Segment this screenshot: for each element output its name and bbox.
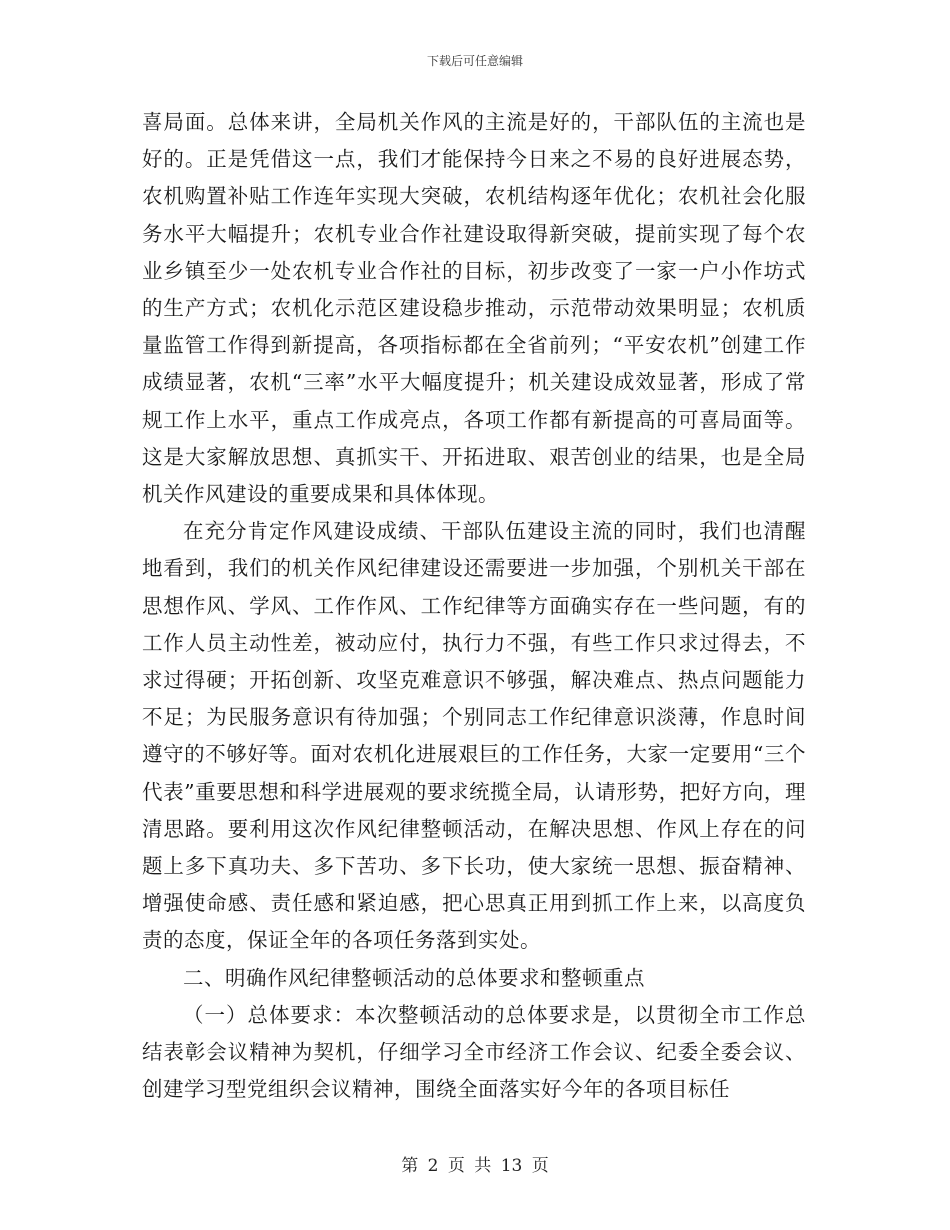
section-heading: 二、明确作风纪律整顿活动的总体要求和整顿重点 xyxy=(183,965,645,990)
page-header: 下载后可任意编辑 xyxy=(426,54,523,68)
document-body xyxy=(142,104,806,1108)
paragraph-2: 在充分肯定作风建设成绩、干部队伍建设主流的同时，我们也清醒地看到，我们的机关作风纪律建设还需要进一步加强，个别机关干部在思想作风、学风、工作作风、工作纪律等方面确实存在一些问题，有的工作人员主动性差，被动应付，执行力不强，有些工作只求过得去，不求过得硬；开拓创新、攻坚克难意识不够强，解决难点、热点问题能力不足；为民服务意识有待加强；个别同志工作纪律意识淡薄，作息时间遵守的不够好等。面对农机化进展艰巨的工作任务，大家一定要用“三个代表”重要思想和科学进展观的要求统揽全局，认请形势，把好方向，理清思路。要利用这次作风纪律整顿活动，在解决思想、作风上存在的问题上多下真功夫、多下苦功、多下长功，使大家统一思想、振奋精神、增强使命感、责任感和紧迫感，把心思真正用到抓工作上来，以高度负责的态度，保证全年的各项任务落到实处。 xyxy=(142,519,806,953)
page-number-footer: 第 2 页 共 13 页 xyxy=(401,1156,549,1176)
paragraph-3: （一）总体要求：本次整顿活动的总体要求是，以贯彻全市工作总结表彰会议精神为契机，仔细学习全市经济工作会议、纪委全委会议、创建学习型党组织会议精神，围绕全面落实好今年的各项目标任 xyxy=(142,1002,806,1102)
paragraph-1: 喜局面。总体来讲，全局机关作风的主流是好的，干部队伍的主流也是好的。正是凭借这一点，我们才能保持今日来之不易的良好进展态势，农机购置补贴工作连年实现大突破，农机结构逐年优化；农机社会化服务水平大幅提升；农机专业合作社建设取得新突破，提前实现了每个农业乡镇至少一处农机专业合作社的目标，初步改变了一家一户小作坊式的生产方式；农机化示范区建设稳步推动，示范带动效果明显；农机质量监管工作得到新提高，各项指标都在全省前列；“平安农机”创建工作成绩显著，农机“三率”水平大幅度提升；机关建设成效显著，形成了常规工作上水平，重点工作成亮点，各项工作都有新提高的可喜局面等。这是大家解放思想、真抓实干、开拓进取、艰苦创业的结果，也是全局机关作风建设的重要成果和具体体现。 xyxy=(142,110,806,507)
